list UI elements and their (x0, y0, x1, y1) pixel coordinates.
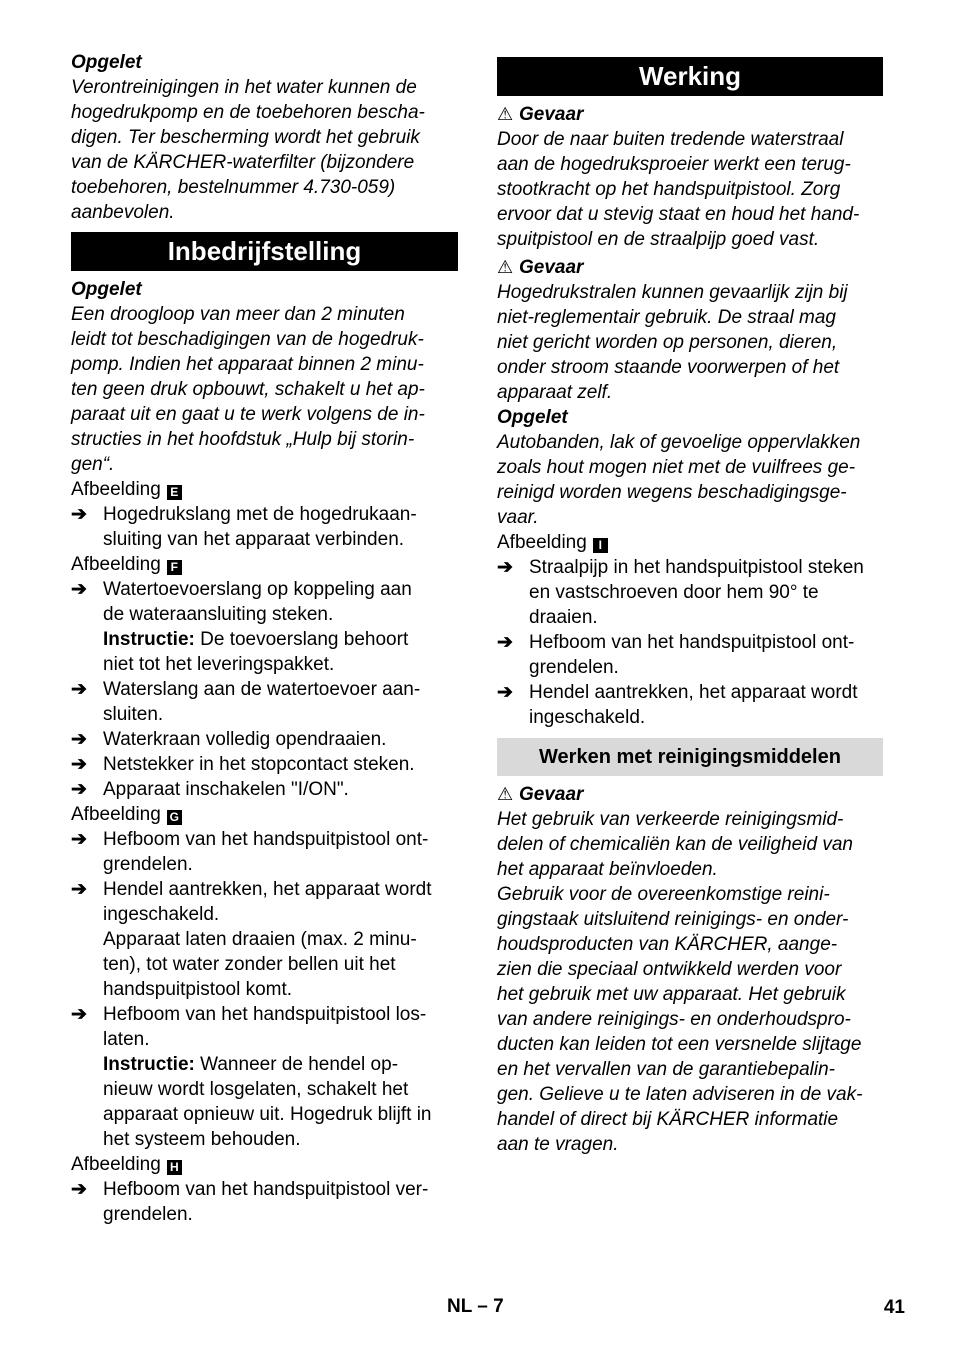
step-item (497, 630, 883, 680)
line: apparaat zelf. (497, 382, 613, 403)
line: reinigd worden wegens beschadigingsge- (497, 482, 847, 503)
danger-text (497, 280, 883, 405)
figure-letter-badge: G (167, 810, 182, 825)
step-item (71, 777, 458, 802)
note-title: Opgelet (71, 52, 142, 73)
figure-reference (71, 1152, 458, 1177)
left-column (71, 50, 458, 1227)
step-item (71, 502, 458, 552)
step-item (497, 555, 883, 630)
figure-letter-badge: H (167, 1160, 182, 1175)
arrow-icon: ➔ (71, 679, 87, 700)
line: aan te vragen. (497, 1134, 619, 1155)
step-item (71, 1177, 458, 1227)
line: grendelen. (103, 854, 193, 875)
line: stootkracht op het handspuitpistool. Zorg (497, 179, 841, 200)
line: van andere reinigings- en onderhoudspro- (497, 1009, 851, 1030)
arrow-icon: ➔ (71, 879, 87, 900)
section-heading-inbedrijfstelling: Inbedrijfstelling (71, 232, 458, 271)
step-detail (71, 927, 458, 1002)
line: Autobanden, lak of gevoelige oppervlakken (497, 432, 861, 453)
line: en het vervallen van de garantiebepalin- (497, 1059, 836, 1080)
figure-label: Afbeelding (71, 554, 161, 575)
line: aanbevolen. (71, 202, 175, 223)
step-item (71, 1002, 458, 1052)
warning-triangle-icon: ⚠ (497, 104, 514, 124)
line: Hogedrukstralen kunnen gevaarlijk zijn bij (497, 282, 848, 303)
figure-letter-badge: E (167, 485, 182, 500)
line: het apparaat beïnvloeden. (497, 859, 718, 880)
line: zoals hout mogen niet met de vuilfrees ge- (497, 457, 856, 478)
line: grendelen. (103, 1204, 193, 1225)
subsection-heading-reinigingsmiddelen: Werken met reinigingsmiddelen (497, 738, 883, 776)
danger-title (497, 782, 883, 807)
line: Hendel aantrekken, het apparaat wordt (103, 879, 432, 900)
arrow-icon: ➔ (497, 557, 513, 578)
line: draaien. (529, 607, 598, 628)
line: Netstekker in het stopcontact steken. (103, 754, 415, 775)
danger-text (497, 807, 883, 1157)
danger-label: Gevaar (519, 784, 584, 805)
line: Hendel aantrekken, het apparaat wordt (529, 682, 858, 703)
line: zien die speciaal ontwikkeld werden voor (497, 959, 842, 980)
note-text (497, 430, 883, 530)
figure-reference (71, 802, 458, 827)
line: Watertoevoerslang op koppeling aan (103, 579, 412, 600)
line: niet-reglementair gebruik. De straal mag (497, 307, 836, 328)
line: gingstaak uitsluitend reinigings- en onder- (497, 909, 849, 930)
line: grendelen. (529, 657, 619, 678)
line: Het gebruik van verkeerde reinigingsmid- (497, 809, 844, 830)
line: Een droogloop van meer dan 2 minuten (71, 304, 405, 325)
warning-triangle-icon: ⚠ (497, 784, 514, 804)
figure-label: Afbeelding (71, 1154, 161, 1175)
line: het gebruik met uw apparaat. Het gebruik (497, 984, 846, 1005)
arrow-icon: ➔ (71, 1179, 87, 1200)
line: sluiten. (103, 704, 164, 725)
line: Verontreinigingen in het water kunnen de (71, 77, 417, 98)
line: nieuw wordt losgelaten, schakelt het (103, 1079, 409, 1100)
figure-reference (497, 530, 883, 555)
arrow-icon: ➔ (71, 754, 87, 775)
line: en vastschroeven door hem 90° te (529, 582, 819, 603)
line: Hefboom van het handspuitpistool los- (103, 1004, 427, 1025)
arrow-icon: ➔ (71, 729, 87, 750)
figure-label: Afbeelding (497, 532, 587, 553)
line: Hefboom van het handspuitpistool ont- (529, 632, 855, 653)
instruction-note (71, 627, 458, 677)
instruction-label: Instructie: (103, 1054, 195, 1075)
figure-reference (71, 477, 458, 502)
right-column (497, 50, 883, 1157)
line: gen“. (71, 454, 115, 475)
danger-title (497, 102, 883, 127)
warning-triangle-icon: ⚠ (497, 257, 514, 277)
line: Door de naar buiten tredende waterstraal (497, 129, 844, 150)
line: Apparaat inschakelen "I/ON". (103, 779, 349, 800)
figure-label: Afbeelding (71, 804, 161, 825)
footer-language-code: NL – 7 (447, 1296, 504, 1317)
line: onder stroom staande voorwerpen of het (497, 357, 840, 378)
line: ten geen druk opbouwt, schakelt u het ap- (71, 379, 425, 400)
line: aan de hogedruksproeier werkt een terug- (497, 154, 851, 175)
arrow-icon: ➔ (71, 1004, 87, 1025)
page-number: 41 (883, 1297, 905, 1318)
line: apparaat opnieuw uit. Hogedruk blijft in (103, 1104, 432, 1125)
line: Hefboom van het handspuitpistool ver- (103, 1179, 429, 1200)
step-item (497, 680, 883, 730)
line: Straalpijp in het handspuitpistool steken (529, 557, 864, 578)
figure-label: Afbeelding (71, 479, 161, 500)
note-title: Opgelet (71, 279, 142, 300)
step-item (71, 827, 458, 877)
section-heading-werking: Werking (497, 57, 883, 96)
danger-title (497, 255, 883, 280)
step-item (71, 577, 458, 627)
note-text (71, 75, 458, 225)
step-item (71, 727, 458, 752)
line: spuitpistool en de straalpijp goed vast. (497, 229, 820, 250)
step-item (71, 677, 458, 727)
danger-text (497, 127, 883, 252)
instruction-label: Instructie: (103, 629, 195, 650)
arrow-icon: ➔ (71, 779, 87, 800)
danger-label: Gevaar (519, 257, 584, 278)
line: toebehoren, bestelnummer 4.730-059) (71, 177, 396, 198)
line: Wanneer de hendel op- (194, 1054, 399, 1075)
figure-reference (71, 552, 458, 577)
line: Waterkraan volledig opendraaien. (103, 729, 387, 750)
line: Waterslang aan de watertoevoer aan- (103, 679, 421, 700)
figure-letter-badge: F (167, 560, 182, 575)
line: sluiting van het apparaat verbinden. (103, 529, 405, 550)
line: handspuitpistool komt. (103, 979, 293, 1000)
line: Hogedrukslang met de hogedrukaan- (103, 504, 417, 525)
line: digen. Ter bescherming wordt het gebruik (71, 127, 420, 148)
line: ervoor dat u stevig staat en houd het hand- (497, 204, 860, 225)
line: niet gericht worden op personen, dieren, (497, 332, 838, 353)
line: ducten kan leiden tot een versnelde slijtage (497, 1034, 862, 1055)
danger-label: Gevaar (519, 104, 584, 125)
line: niet tot het leveringspakket. (103, 654, 335, 675)
line: leidt tot beschadigingen van de hogedruk- (71, 329, 424, 350)
line: delen of chemicaliën kan de veiligheid van (497, 834, 853, 855)
instruction-note (71, 1052, 458, 1152)
arrow-icon: ➔ (71, 829, 87, 850)
figure-letter-badge: I (593, 538, 608, 553)
line: Gebruik voor de overeenkomstige reini- (497, 884, 830, 905)
line: ingeschakeld. (103, 904, 220, 925)
line: ten), tot water zonder bellen uit het (103, 954, 396, 975)
step-item (71, 877, 458, 927)
note-title: Opgelet (497, 407, 568, 428)
step-item (71, 752, 458, 777)
line: pomp. Indien het apparaat binnen 2 minu- (71, 354, 424, 375)
line: houdsproducten van KÄRCHER, aange- (497, 934, 838, 955)
line: gen. Gelieve u te laten adviseren in de vak- (497, 1084, 863, 1105)
arrow-icon: ➔ (71, 504, 87, 525)
line: laten. (103, 1029, 150, 1050)
arrow-icon: ➔ (71, 579, 87, 600)
line: van de KÄRCHER-waterfilter (bijzondere (71, 152, 415, 173)
line: handel of direct bij KÄRCHER informatie (497, 1109, 839, 1130)
line: hogedrukpomp en de toebehoren bescha- (71, 102, 425, 123)
line: structies in het hoofdstuk „Hulp bij storin- (71, 429, 415, 450)
line: ingeschakeld. (529, 707, 646, 728)
line: Hefboom van het handspuitpistool ont- (103, 829, 429, 850)
note-text (71, 302, 458, 477)
line: vaar. (497, 507, 539, 528)
arrow-icon: ➔ (497, 682, 513, 703)
line: De toevoerslang behoort (194, 629, 409, 650)
arrow-icon: ➔ (497, 632, 513, 653)
line: paraat uit en gaat u te werk volgens de in- (71, 404, 425, 425)
line: het systeem behouden. (103, 1129, 301, 1150)
line: de wateraansluiting steken. (103, 604, 334, 625)
line: Apparaat laten draaien (max. 2 minu- (103, 929, 417, 950)
